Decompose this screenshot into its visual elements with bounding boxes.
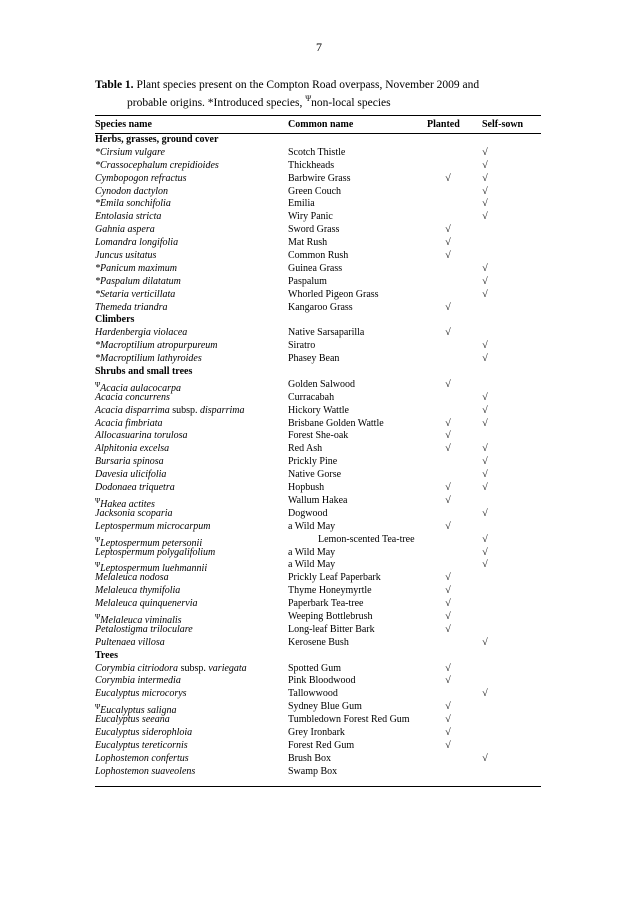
table-row <box>95 663 541 676</box>
species-text: *Setaria verticillata <box>95 288 176 300</box>
species-text: Gahnia aspera <box>95 224 155 236</box>
species-text: Leptospermum microcarpum <box>95 520 211 532</box>
species-name <box>95 482 175 495</box>
table-row <box>95 211 541 224</box>
species-name <box>95 469 166 482</box>
common-name: Sword Grass <box>288 224 340 236</box>
species-name <box>95 508 173 521</box>
species-text: Eucalyptus saligna <box>100 705 177 717</box>
species-text: Acacia concurrens <box>95 391 170 403</box>
section-heading <box>95 650 118 663</box>
common-name: Red Ash <box>288 443 323 455</box>
common-name: Swamp Box <box>288 765 338 777</box>
species-text: Eucalyptus seeana <box>95 714 170 726</box>
planted-check: √ <box>445 301 451 313</box>
species-name <box>95 637 165 650</box>
common-name: Kerosene Bush <box>288 636 349 648</box>
species-text: Juncus usitatus <box>95 250 157 262</box>
table-row <box>95 379 541 392</box>
species-text: Cymbopogon refractus <box>95 172 187 184</box>
table-row <box>95 340 541 353</box>
species-text: Melaleuca nodosa <box>95 572 169 584</box>
table-row <box>95 521 541 534</box>
species-name <box>95 392 170 405</box>
planted-check: √ <box>445 494 451 506</box>
common-name: Spotted Gum <box>288 662 342 674</box>
selfsown-check: √ <box>482 340 488 352</box>
common-name: a Wild May <box>288 546 336 558</box>
species-text: Jacksonia scoparia <box>95 507 173 519</box>
species-text: Leptospermum luehmannii <box>100 563 208 575</box>
species-text: Lophostemon confertus <box>95 752 189 764</box>
table-row <box>95 160 541 173</box>
planted-check: √ <box>445 327 451 339</box>
species-name <box>95 276 181 289</box>
caption-line2-prefix: probable origins. *Introduced species, <box>127 96 306 109</box>
selfsown-check: √ <box>482 456 488 468</box>
table-row <box>95 469 541 482</box>
common-name: Green Couch <box>288 185 342 197</box>
species-text: Davesia ulicifolia <box>95 469 167 481</box>
section-heading <box>95 314 134 327</box>
species-name <box>95 327 187 340</box>
table-row <box>95 418 541 431</box>
table-row <box>95 637 541 650</box>
table-row <box>95 186 541 199</box>
species-text: Bursaria spinosa <box>95 456 164 468</box>
species-name <box>95 443 169 456</box>
selfsown-check: √ <box>482 404 488 416</box>
table-row <box>95 276 541 289</box>
species-name <box>95 186 168 199</box>
species-text: *Emila sonchifolia <box>95 198 171 210</box>
planted-check: √ <box>445 443 451 455</box>
common-name: Kangaroo Grass <box>288 301 353 313</box>
selfsown-check: √ <box>482 288 488 300</box>
species-name <box>95 340 218 353</box>
species-name <box>95 585 180 598</box>
table-row <box>95 250 541 263</box>
psi-symbol: Ψ <box>305 94 312 103</box>
species-text: Shrubs and small trees <box>95 366 193 378</box>
psi-symbol: Ψ <box>95 380 101 389</box>
species-name <box>95 353 202 366</box>
species-text: Dodonaea triquetra <box>95 482 175 494</box>
planted-check: √ <box>445 662 451 674</box>
species-name <box>95 263 177 276</box>
selfsown-check: √ <box>482 559 488 571</box>
selfsown-check: √ <box>482 482 488 494</box>
table-row <box>95 585 541 598</box>
psi-symbol: Ψ <box>95 535 101 544</box>
common-name: Hickory Wattle <box>288 404 349 416</box>
species-text: Lomandra longifolia <box>95 237 179 249</box>
planted-check: √ <box>445 172 451 184</box>
species-name <box>95 147 165 160</box>
table-row <box>95 353 541 366</box>
common-name: Sydney Blue Gum <box>288 701 362 713</box>
species-name <box>95 547 215 560</box>
common-name: Forest Red Gum <box>288 739 355 751</box>
table-row <box>95 224 541 237</box>
species-text: *Panicum maximum <box>95 262 177 274</box>
common-name: Wiry Panic <box>288 211 333 223</box>
common-name: Emilia <box>288 198 315 210</box>
selfsown-check: √ <box>482 262 488 274</box>
common-name: Golden Salwood <box>288 378 355 390</box>
planted-check: √ <box>445 482 451 494</box>
common-name: Paspalum <box>288 275 327 287</box>
common-name: Scotch Thistle <box>288 146 346 158</box>
planted-check: √ <box>445 623 451 635</box>
table-row <box>95 392 541 405</box>
common-name: a Wild May <box>288 559 336 571</box>
common-name: Pink Bloodwood <box>288 675 356 687</box>
header-planted: Planted <box>427 119 460 130</box>
species-name <box>95 688 187 701</box>
table-row <box>95 559 541 575</box>
table-row <box>95 508 541 521</box>
table-row <box>95 456 541 469</box>
species-text: Eucalyptus siderophloia <box>95 726 193 738</box>
planted-check: √ <box>445 701 451 713</box>
species-text: Entolasia stricta <box>95 211 162 223</box>
species-name <box>95 663 247 676</box>
common-name: Wallum Hakea <box>288 494 348 506</box>
common-name: Native Sarsaparilla <box>288 327 365 339</box>
species-text: Hakea actites <box>100 498 155 510</box>
table-row <box>95 534 541 547</box>
species-text: Corymbia intermedia <box>95 675 181 687</box>
selfsown-check: √ <box>482 275 488 287</box>
table-row <box>95 740 541 753</box>
common-name: Siratro <box>288 340 316 352</box>
common-name: Forest She-oak <box>288 430 349 442</box>
species-name <box>95 675 181 688</box>
species-text: Acacia fimbriata <box>95 417 163 429</box>
table-row <box>95 198 541 211</box>
selfsown-check: √ <box>482 546 488 558</box>
common-name: Dogwood <box>288 507 328 519</box>
table-row <box>95 611 541 624</box>
section-heading-row <box>95 134 541 147</box>
table-row <box>95 289 541 302</box>
table-row <box>95 624 541 637</box>
species-name <box>95 289 175 302</box>
species-text: Herbs, grasses, ground cover <box>95 134 219 145</box>
species-name <box>95 521 210 534</box>
common-name: Grey Ironbark <box>288 726 345 738</box>
species-text: Melaleuca quinquenervia <box>95 598 198 610</box>
section-heading <box>95 134 218 147</box>
species-name <box>95 211 161 224</box>
table-row <box>95 675 541 688</box>
species-name <box>95 224 155 237</box>
common-name: a Wild May <box>288 520 336 532</box>
selfsown-check: √ <box>482 159 488 171</box>
selfsown-check: √ <box>482 507 488 519</box>
selfsown-check: √ <box>482 172 488 184</box>
species-name <box>95 714 170 727</box>
species-name <box>95 727 192 740</box>
species-text: Climbers <box>95 314 135 326</box>
psi-symbol: Ψ <box>95 496 101 505</box>
table-row <box>95 263 541 276</box>
species-text: Acacia disparrima <box>95 404 170 416</box>
table-row <box>95 714 541 727</box>
common-name: Paperbark Tea-tree <box>288 598 364 610</box>
selfsown-check: √ <box>482 211 488 223</box>
planted-check: √ <box>445 572 451 584</box>
species-text: Alphitonia excelsa <box>95 443 170 455</box>
psi-symbol: Ψ <box>95 612 101 621</box>
selfsown-check: √ <box>482 636 488 648</box>
table-row <box>95 173 541 186</box>
common-name: Thickheads <box>288 159 335 171</box>
subspecies-name: disparrima <box>200 404 245 416</box>
planted-check: √ <box>445 610 451 622</box>
common-name: Thyme Honeymyrtle <box>288 585 372 597</box>
planted-check: √ <box>445 520 451 532</box>
table-row <box>95 495 541 508</box>
species-text: Lophostemon suaveolens <box>95 765 196 777</box>
section-heading-row <box>95 650 541 663</box>
planted-check: √ <box>445 585 451 597</box>
table-bottom-rule <box>95 786 541 787</box>
planted-check: √ <box>445 598 451 610</box>
species-name <box>95 430 188 443</box>
species-text: Melaleuca viminalis <box>100 614 182 626</box>
common-name: Tumbledown Forest Red Gum <box>288 714 410 726</box>
species-text: *Macroptilium lathyroides <box>95 353 202 365</box>
common-name: Lemon-scented Tea-tree <box>318 533 415 545</box>
common-name: Brush Box <box>288 752 332 764</box>
planted-check: √ <box>445 675 451 687</box>
species-text: Pultenaea villosa <box>95 636 165 648</box>
species-text: *Macroptilium atropurpureum <box>95 340 218 352</box>
common-name: Prickly Leaf Paperbark <box>288 572 381 584</box>
subspecies-label: subsp. <box>178 662 209 674</box>
selfsown-check: √ <box>482 391 488 403</box>
table-body <box>95 134 541 779</box>
common-name: Tallowwood <box>288 688 338 700</box>
table-row <box>95 430 541 443</box>
selfsown-check: √ <box>482 198 488 210</box>
table-row <box>95 688 541 701</box>
species-name <box>95 160 219 173</box>
header-common: Common name <box>288 119 354 130</box>
species-name <box>95 405 244 418</box>
species-name <box>95 237 178 250</box>
subspecies-name: variegata <box>208 662 247 674</box>
caption-line2-suffix: non-local species <box>311 96 391 109</box>
table-row <box>95 753 541 766</box>
species-text: Hardenbergia violacea <box>95 327 188 339</box>
species-name <box>95 753 189 766</box>
common-name: Brisbane Golden Wattle <box>288 417 384 429</box>
caption-line1: Plant species present on the Compton Road overpass, November 2009 and <box>133 79 480 91</box>
species-name <box>95 598 197 611</box>
species-text: Eucalyptus tereticornis <box>95 739 188 751</box>
species-text: *Cirsium vulgare <box>95 146 165 158</box>
planted-check: √ <box>445 726 451 738</box>
psi-symbol: Ψ <box>95 703 101 712</box>
planted-check: √ <box>445 378 451 390</box>
species-name <box>95 740 188 753</box>
species-text: Acacia aulacocarpa <box>100 382 181 394</box>
table-row <box>95 547 541 560</box>
common-name: Barbwire Grass <box>288 172 351 184</box>
table-row <box>95 405 541 418</box>
planted-check: √ <box>445 417 451 429</box>
psi-symbol: Ψ <box>95 561 101 570</box>
planted-check: √ <box>445 237 451 249</box>
table-row <box>95 147 541 160</box>
common-name: Prickly Pine <box>288 456 338 468</box>
table-header-row <box>95 118 541 131</box>
species-name <box>95 766 195 779</box>
planted-check: √ <box>445 714 451 726</box>
selfsown-check: √ <box>482 533 488 545</box>
common-name: Guinea Grass <box>288 262 343 274</box>
common-name: Curracabah <box>288 391 335 403</box>
table-row <box>95 766 541 779</box>
species-name <box>95 173 187 186</box>
species-name <box>95 302 168 315</box>
section-heading <box>95 366 192 379</box>
selfsown-check: √ <box>482 185 488 197</box>
species-text: Leptospermum polygalifolium <box>95 546 216 558</box>
common-name: Weeping Bottlebrush <box>288 610 373 622</box>
selfsown-check: √ <box>482 146 488 158</box>
planted-check: √ <box>445 430 451 442</box>
species-text: Trees <box>95 649 118 661</box>
common-name: Common Rush <box>288 250 349 262</box>
selfsown-check: √ <box>482 417 488 429</box>
table-row <box>95 443 541 456</box>
subspecies-label: subsp. <box>169 404 201 416</box>
table-label: Table 1. <box>95 79 134 91</box>
section-heading-row <box>95 314 541 327</box>
header-selfsown: Self-sown <box>482 119 524 130</box>
page-number: 7 <box>316 40 322 54</box>
species-text: Cynodon dactylon <box>95 185 169 197</box>
planted-check: √ <box>445 250 451 262</box>
species-name <box>95 456 164 469</box>
selfsown-check: √ <box>482 353 488 365</box>
table-row <box>95 482 541 495</box>
table-row <box>95 572 541 585</box>
species-name <box>95 418 163 431</box>
table-caption <box>95 78 555 110</box>
planted-check: √ <box>445 739 451 751</box>
species-text: Themeda triandra <box>95 301 168 313</box>
common-name: Hopbush <box>288 482 325 494</box>
common-name: Long-leaf Bitter Bark <box>288 623 375 635</box>
species-text: Melaleuca thymifolia <box>95 585 181 597</box>
selfsown-check: √ <box>482 469 488 481</box>
selfsown-check: √ <box>482 443 488 455</box>
table-top-rule <box>95 115 541 116</box>
table-row <box>95 727 541 740</box>
species-text: Eucalyptus microcorys <box>95 688 187 700</box>
species-text: *Paspalum dilatatum <box>95 275 181 287</box>
species-name <box>95 250 156 263</box>
common-name: Whorled Pigeon Grass <box>288 288 379 300</box>
common-name: Phasey Bean <box>288 353 340 365</box>
species-name <box>95 198 171 211</box>
species-name <box>95 572 169 585</box>
section-heading-row <box>95 366 541 379</box>
header-species: Species name <box>95 119 152 130</box>
selfsown-check: √ <box>482 752 488 764</box>
table-row <box>95 327 541 340</box>
species-name <box>95 624 193 637</box>
species-text: Corymbia citriodora <box>95 662 179 674</box>
species-text: Leptospermum petersonii <box>100 537 203 549</box>
table-row <box>95 237 541 250</box>
table-row <box>95 302 541 315</box>
planted-check: √ <box>445 224 451 236</box>
species-text: Petalostigma triloculare <box>95 623 193 635</box>
selfsown-check: √ <box>482 688 488 700</box>
common-name: Native Gorse <box>288 469 342 481</box>
table-row <box>95 701 541 717</box>
common-name: Mat Rush <box>288 237 328 249</box>
species-text: *Crassocephalum crepidioides <box>95 159 219 171</box>
caption-line2 <box>95 92 555 110</box>
species-text: Allocasuarina torulosa <box>95 430 188 442</box>
table-row <box>95 598 541 611</box>
